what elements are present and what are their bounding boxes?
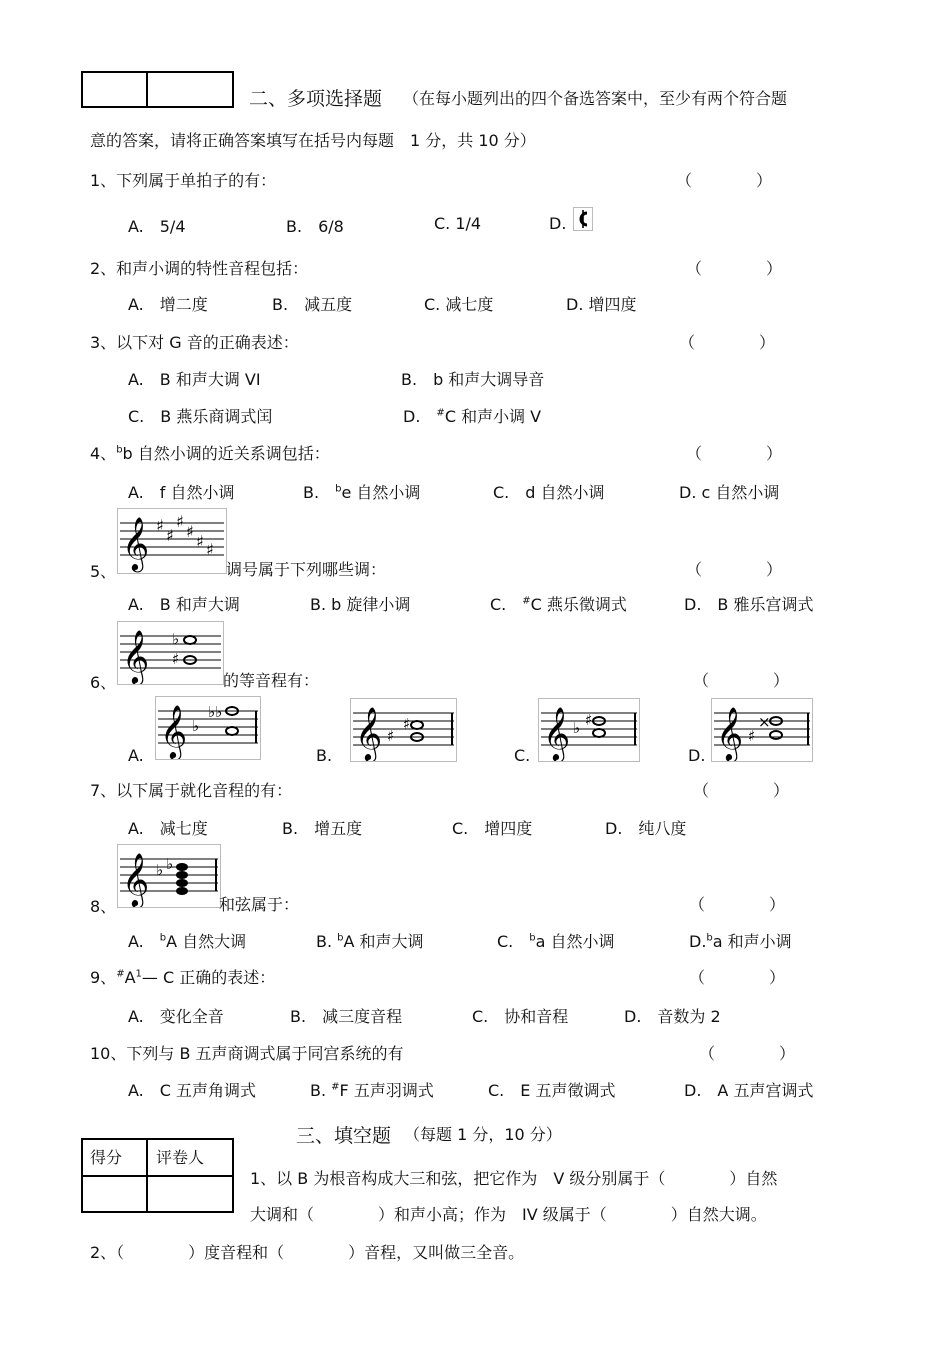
grader-label: 评卷人 [156,1148,205,1167]
q1-option-c: C. 1/4 [434,214,482,233]
q9-option-d: D. 音数为 2 [624,1007,721,1026]
cut-time-icon [573,207,593,231]
q6-answer-paren[interactable]: （ ） [693,671,790,690]
q4-option-a: A. f 自然小调 [128,483,235,502]
section2-title: 二、多项选择题 [249,88,383,110]
svg-text:♯: ♯ [186,522,194,541]
q7-option-d: D. 纯八度 [605,819,687,838]
svg-text:♯: ♯ [176,512,184,531]
svg-text:♭: ♭ [192,717,200,735]
svg-text:♯: ♯ [585,711,593,729]
q10-option-d: D. A 五声宫调式 [684,1081,814,1100]
q8-stem: 和弦属于： [219,895,300,914]
q10-stem: 10、下列与 B 五声商调式属于同宫系统的有 [90,1044,404,1063]
svg-text:𝄞: 𝄞 [160,704,188,758]
q7-stem: 7、以下属于就化音程的有： [90,781,293,800]
q9-answer-paren[interactable]: （ ） [689,968,786,987]
q5-key-signature-staff [117,508,227,574]
q8-chord-staff [117,844,221,908]
svg-text:♯: ♯ [166,526,174,545]
q2-answer-paren[interactable]: （ ） [686,259,783,278]
q10-option-b: B. #F 五声羽调式 [310,1081,434,1100]
q6-option-d: D. [688,746,706,765]
q5-number: 5、 [90,562,117,581]
svg-text:𝄞: 𝄞 [122,852,150,906]
grader-input-cell[interactable] [149,1178,232,1211]
q9-option-a: A. 变化全音 [128,1007,224,1026]
svg-text:♯: ♯ [172,650,180,668]
q2-stem: 2、和声小调的特性音程包括： [90,259,309,278]
svg-text:♯: ♯ [206,540,214,559]
svg-text:♯: ♯ [156,516,164,535]
q1-answer-paren[interactable]: （ ） [676,171,773,190]
svg-text:𝄞: 𝄞 [716,706,744,760]
svg-text:♯: ♯ [196,532,204,551]
q7-option-a: A. 减七度 [128,819,208,838]
q3-stem: 3、以下对 G 音的正确表述： [90,333,299,352]
svg-text:𝄞: 𝄞 [122,629,150,683]
q3-answer-paren[interactable]: （ ） [679,333,776,352]
q5-stem: 调号属于下列哪些调： [226,560,387,579]
q9-option-b: B. 减三度音程 [290,1007,403,1026]
svg-text:♯: ♯ [403,715,411,733]
svg-text:×: × [758,713,771,731]
q3-option-c: C. B 燕乐商调式闰 [128,407,273,426]
q6-option-d-staff [711,698,813,762]
q6-option-b: B. [316,746,333,765]
q4-option-b: B. $^b$e 自然小调 [303,483,421,502]
q2-option-b: B. 减五度 [272,295,353,314]
q5-option-a: A. B 和声大调 [128,595,240,614]
q6-option-c: C. [514,746,531,765]
q8-option-d: D.$^b$a 和声小调 [689,932,792,951]
score-box-divider [146,71,148,108]
score-input-cell[interactable] [84,1178,144,1211]
q6-stem: 的等音程有： [223,671,320,690]
q4-answer-paren[interactable]: （ ） [686,444,783,463]
q10-option-a: A. C 五声角调式 [128,1081,257,1100]
q1-option-d: D. [549,214,567,233]
svg-text:𝄞: 𝄞 [355,706,383,760]
section2-instruction-line2: 意的答案，请将正确答案填写在括号内每题 1 分，共 10 分） [90,131,536,150]
q6-option-a: A. [128,746,144,765]
q8-number: 8、 [90,897,117,916]
q6-option-a-staff [155,696,261,760]
section3-title: 三、填空题 [296,1125,392,1147]
q7-answer-paren[interactable]: （ ） [693,781,790,800]
score-label: 得分 [90,1148,123,1167]
q2-option-d: D. 增四度 [566,295,637,314]
q4-option-c: C. d 自然小调 [493,483,605,502]
q6-option-b-staff [350,698,457,762]
q2-option-c: C. 减七度 [424,295,494,314]
section3-instruction: （每题 1 分，10 分） [404,1125,562,1144]
q5-option-b: B. b 旋律小调 [310,595,411,614]
svg-text:𝄞: 𝄞 [543,706,571,760]
q8-option-c: C. $^b$a 自然小调 [497,932,615,951]
q7-option-b: B. 增五度 [282,819,363,838]
q8-answer-paren[interactable]: （ ） [689,895,786,914]
fill-q1-line1: 1、以 B 为根音构成大三和弦，把它作为 V 级分别属于（ ）自然 [250,1169,778,1188]
q1-option-a: A. 5/4 [128,217,186,236]
q10-option-c: C. E 五声徵调式 [488,1081,616,1100]
fill-q2: 2、（ ）度音程和（ ）音程，又叫做三全音。 [90,1243,525,1262]
q9-option-c: C. 协和音程 [472,1007,569,1026]
q4-stem: 4、$^b$b 自然小调的近关系调包括： [90,444,330,463]
q5-option-c: C. #C 燕乐徵调式 [490,595,627,614]
svg-text:♭: ♭ [166,855,174,873]
score-table-hdivider [81,1175,234,1177]
svg-text:♭♭: ♭♭ [208,703,223,721]
fill-q1-line2: 大调和（ ）和声小高；作为 IV 级属于（ ）自然大调。 [250,1205,767,1224]
q8-option-a: A. $^b$A 自然大调 [128,932,247,951]
q6-number: 6、 [90,673,117,692]
q3-option-d: D. #C 和声小调 V [403,407,542,426]
q3-option-a: A. B 和声大调 VI [128,370,261,389]
score-box-top [81,71,234,108]
q1-stem: 1、下列属于单拍子的有： [90,171,277,190]
svg-text:♭: ♭ [172,630,180,648]
q9-stem: 9、$^{\#}A^1—$ C 正确的表述： [90,968,276,987]
q5-answer-paren[interactable]: （ ） [686,560,783,579]
q3-option-b: B. b 和声大调导音 [401,370,545,389]
q7-option-c: C. 增四度 [452,819,533,838]
svg-text:♭: ♭ [156,861,164,879]
svg-text:♯: ♯ [387,727,395,745]
q2-option-a: A. 增二度 [128,295,208,314]
q1-option-b: B. 6/8 [286,217,344,236]
q4-option-d: D. c 自然小调 [679,483,780,502]
q6-interval-staff [117,621,224,685]
q6-option-c-staff [538,698,640,762]
svg-text:𝄞: 𝄞 [122,516,150,570]
q10-answer-paren[interactable]: （ ） [699,1044,796,1063]
svg-text:♯: ♯ [748,727,756,745]
q5-option-d: D. B 雅乐宫调式 [684,595,814,614]
section2-instruction-line1: （在每小题列出的四个备选答案中，至少有两个符合题 [403,89,788,108]
q8-option-b: B. $^b$A 和声大调 [316,932,424,951]
svg-text:♭: ♭ [573,719,581,737]
